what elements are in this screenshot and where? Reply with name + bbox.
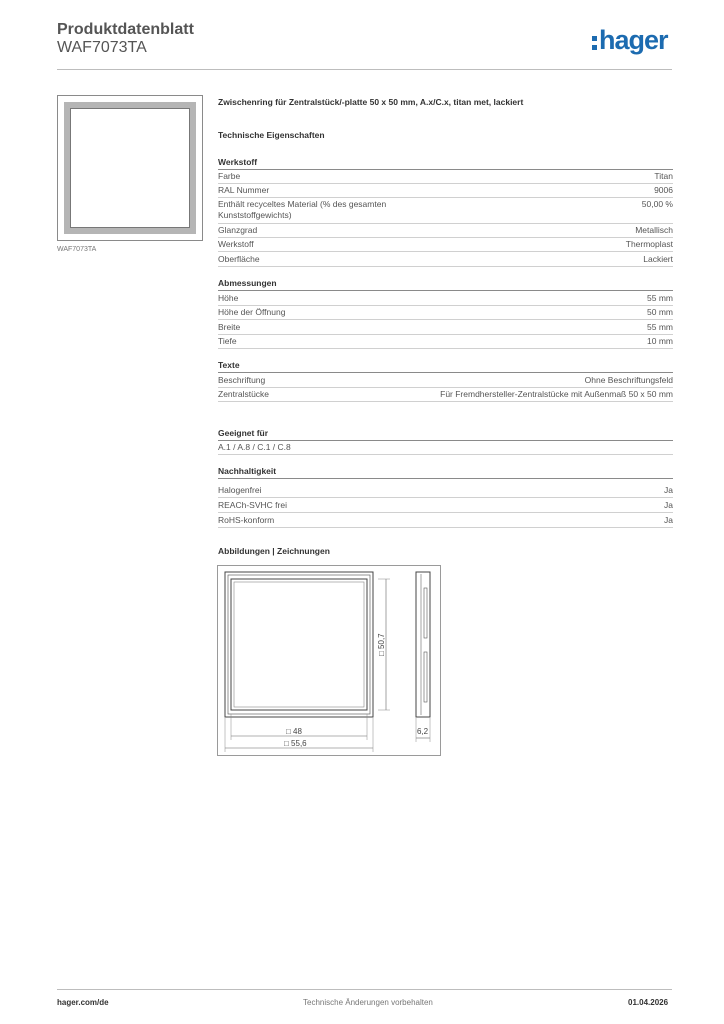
spec-row [218,336,673,349]
suitable-value: A.1 / A.8 / C.1 / C.8 [218,442,291,452]
spec-label: Beschriftung [218,375,266,385]
front-inner-edge [231,579,367,710]
section-technical-title: Technische Eigenschaften [218,130,325,140]
spec-value: 50 mm [647,307,673,317]
spec-row [218,485,673,498]
spec-value: 10 mm [647,336,673,346]
spec-label: Breite [218,322,241,332]
spec-label: Glanzgrad [218,225,258,235]
technical-drawing [217,565,441,756]
spec-value: Metallisch [635,225,673,235]
spec-value: Thermoplast [625,239,673,249]
dim-depth-label: 6,2 [417,727,429,736]
thumbnail-caption: WAF7073TA [57,246,97,253]
group-werkstoff-title: Werkstoff [218,157,673,170]
spec-value: 50,00 % [641,199,673,209]
spec-value: Ja [664,515,673,525]
section-drawings-title: Abbildungen | Zeichnungen [218,546,330,556]
spec-label: Halogenfrei [218,485,262,495]
dim-outer-label: □ 55,6 [284,739,307,748]
drawing-svg [218,566,440,755]
spec-value: Ja [664,500,673,510]
spec-row [218,375,673,388]
side-view [416,572,430,717]
front-ring-edge [228,575,370,714]
product-thumbnail [57,95,203,241]
spec-row [218,239,673,252]
spec-value: Ohne Beschriftungsfeld [584,375,673,385]
spec-row [218,389,673,402]
side-slot-top [424,588,427,638]
thumbnail-inner-edge [70,108,190,228]
side-slot-bottom [424,652,427,702]
spec-value: Ja [664,485,673,495]
spec-label: Zentralstücke [218,389,270,399]
dim-inner-label: □ 48 [286,727,302,736]
spec-label: Tiefe [218,336,237,346]
spec-row [218,515,673,528]
hager-logo [592,27,668,54]
spec-row [218,199,673,224]
spec-value: 55 mm [647,293,673,303]
spec-row [218,500,673,513]
spec-label: RAL Nummer [218,185,270,195]
spec-label: Oberfläche [218,254,260,264]
spec-row [218,225,673,238]
logo-dots-icon [592,32,597,52]
spec-value: 9006 [654,185,673,195]
spec-row [218,254,673,267]
spec-value: Für Fremdhersteller-Zentralstücke mit Außenmaß 50 x 50 mm [440,389,673,399]
spec-row [218,442,673,455]
article-number: WAF7073TA [57,39,147,56]
spec-label: Höhe [218,293,239,303]
header-divider [57,69,672,70]
spec-row [218,293,673,306]
footer-date: 01.04.2026 [628,998,669,1007]
document-title: Produktdatenblatt [57,21,194,38]
spec-value: 55 mm [647,322,673,332]
front-opening [234,582,364,707]
spec-label: Werkstoff [218,239,254,249]
spec-label: Enthält recyceltes Material (% des gesamten Kunststoffgewichts) [218,199,387,220]
spec-label: Farbe [218,171,241,181]
spec-label: RoHS-konform [218,515,275,525]
group-geeignet-title: Geeignet für [218,428,673,441]
group-texte-title: Texte [218,360,673,373]
group-abmessungen-title: Abmessungen [218,278,673,291]
footer-divider [57,989,672,990]
spec-value: Lackiert [643,254,673,264]
spec-label: Höhe der Öffnung [218,307,286,317]
group-nachhaltigkeit-title: Nachhaltigkeit [218,466,673,479]
spec-row [218,171,673,184]
spec-label: REACh-SVHC frei [218,500,287,510]
logo-text: hager [599,25,668,55]
spec-row [218,307,673,320]
footer-website: hager.com/de [57,998,109,1007]
spec-row [218,322,673,335]
front-outer-edge [225,572,373,717]
spec-value: Titan [654,171,673,181]
product-title: Zwischenring für Zentralstück/-platte 50 x 50 mm, A.x/C.x, titan met, lackiert [218,97,524,107]
footer-notice: Technische Änderungen vorbehalten [303,998,433,1007]
spec-row [218,185,673,198]
dim-height-label: □ 50,7 [377,633,386,656]
